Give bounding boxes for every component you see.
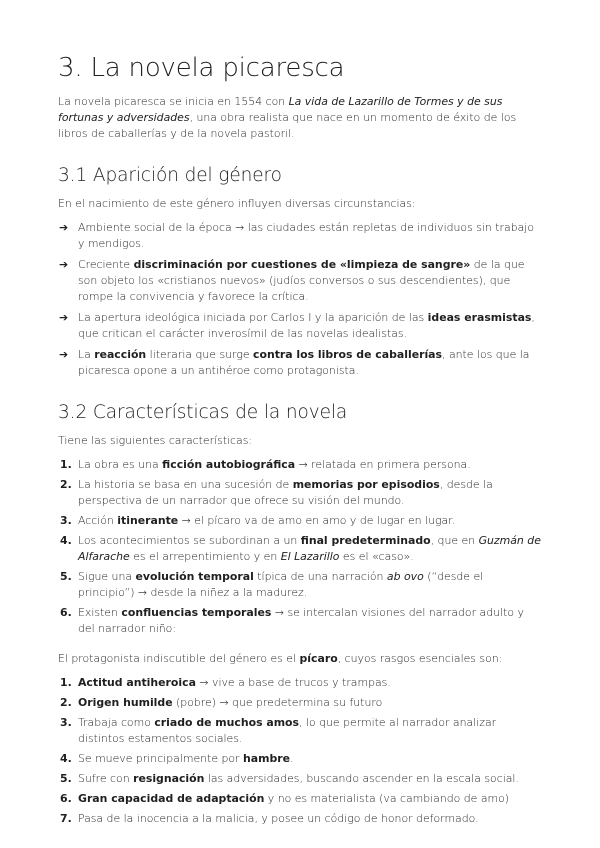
item-number: 6. bbox=[60, 792, 72, 805]
item-number: 2. bbox=[60, 478, 72, 491]
item-work-title: Guzmán de Alfarache bbox=[78, 534, 541, 563]
item-text: Sufre con bbox=[78, 772, 134, 785]
section-heading-caracteristicas: 3.2 Características de la novela bbox=[58, 402, 348, 423]
list-item bbox=[58, 771, 542, 787]
item-number: 1. bbox=[60, 676, 72, 689]
list-item bbox=[58, 220, 542, 252]
item-text: de la que son objeto los «cristianos nuevos» (judíos conversos o sus descendientes), que rompe la convivencia y favorece la crítica. bbox=[78, 258, 525, 303]
picaro-traits-list bbox=[58, 675, 542, 827]
item-text: es el arrepentimiento y en bbox=[129, 550, 281, 563]
item-text: Acción bbox=[78, 514, 118, 527]
lead-text: , cuyos rasgos esenciales son: bbox=[337, 652, 503, 665]
item-text: Pasa de la inocencia a la malicia, y posee un código de honor deformado. bbox=[78, 812, 479, 825]
item-text: , ante los que la picaresca opone a un antihéroe como protagonista. bbox=[78, 348, 530, 377]
item-emphasis: discriminación por cuestiones de «limpieza de sangre» bbox=[133, 258, 471, 271]
circumstances-list bbox=[58, 220, 542, 379]
item-text: Los acontecimientos se subordinan a un bbox=[78, 534, 301, 547]
intro-text: La novela picaresca se inicia en 1554 con bbox=[58, 95, 289, 108]
item-text: y no es materialista (va cambiando de amo) bbox=[264, 792, 510, 805]
item-italic: ab ovo bbox=[386, 570, 424, 583]
item-emphasis: Origen humilde bbox=[78, 696, 173, 709]
item-number: 6. bbox=[60, 606, 72, 619]
item-text: → se intercalan visiones del narrador adulto y del narrador niño: bbox=[78, 606, 524, 635]
list-item bbox=[58, 257, 542, 305]
item-number: 4. bbox=[60, 534, 72, 547]
item-number: 2. bbox=[60, 696, 72, 709]
list-item bbox=[58, 513, 542, 529]
characteristics-list bbox=[58, 457, 542, 637]
item-text: es el «caso». bbox=[339, 550, 414, 563]
item-number: 7. bbox=[60, 812, 72, 825]
item-text: literaria que surge bbox=[146, 348, 254, 361]
arrow-bullet-icon: ➔ bbox=[59, 258, 69, 271]
list-item bbox=[58, 457, 542, 473]
item-text: . bbox=[290, 752, 294, 765]
picaro-lead bbox=[58, 651, 542, 667]
item-text: (pobre) → que predetermina su futuro bbox=[172, 696, 383, 709]
item-emphasis: ficción autobiográfica bbox=[162, 458, 296, 471]
list-item bbox=[58, 695, 542, 711]
item-text: (“desde el principio”) → desde la niñez a la madurez. bbox=[78, 570, 484, 599]
item-text: La historia se basa en una sucesión de bbox=[78, 478, 293, 491]
section-lead: En el nacimiento de este género influyen diversas circunstancias: bbox=[58, 197, 416, 210]
list-item bbox=[58, 791, 542, 807]
item-text: típica de una narración bbox=[253, 570, 387, 583]
item-text: → relatada en primera persona. bbox=[295, 458, 471, 471]
item-text: Ambiente social de la época → las ciudades están repletas de individuos sin trabajo y mendigos. bbox=[78, 221, 534, 250]
arrow-bullet-icon: ➔ bbox=[59, 348, 69, 361]
list-item bbox=[58, 715, 542, 747]
list-item bbox=[58, 675, 542, 691]
item-emphasis: criado de muchos amos bbox=[154, 716, 300, 729]
intro-work-title: La vida de Lazarillo de Tormes y de sus fortunas y adversidades bbox=[58, 95, 503, 124]
item-emphasis: Gran capacidad de adaptación bbox=[78, 792, 265, 805]
item-emphasis: resignación bbox=[133, 772, 205, 785]
item-number: 5. bbox=[60, 570, 72, 583]
list-item bbox=[58, 533, 542, 565]
page-title: 3. La novela picaresca bbox=[58, 53, 345, 83]
item-emphasis: ideas erasmistas bbox=[427, 311, 532, 324]
item-text: La apertura ideológica iniciada por Carlos I y la aparición de las bbox=[78, 311, 428, 324]
list-item bbox=[58, 605, 542, 637]
lead-emphasis: pícaro bbox=[299, 652, 338, 665]
arrow-bullet-icon: ➔ bbox=[59, 221, 69, 234]
list-item bbox=[58, 569, 542, 601]
item-number: 3. bbox=[60, 514, 72, 527]
item-emphasis: evolución temporal bbox=[135, 570, 254, 583]
item-text: Sigue una bbox=[78, 570, 136, 583]
item-emphasis: Actitud antiheroica bbox=[78, 676, 196, 689]
item-text: La bbox=[78, 348, 95, 361]
lead-text: El protagonista indiscutible del género es el bbox=[58, 652, 300, 665]
item-work-title: El Lazarillo bbox=[280, 550, 340, 563]
item-text: Trabaja como bbox=[78, 716, 155, 729]
item-emphasis: confluencias temporales bbox=[121, 606, 272, 619]
item-number: 3. bbox=[60, 716, 72, 729]
item-text: Creciente bbox=[78, 258, 134, 271]
item-text: las adversidades, buscando ascender en la escala social. bbox=[204, 772, 519, 785]
item-text: → el pícaro va de amo en amo y de lugar en lugar. bbox=[178, 514, 456, 527]
item-number: 5. bbox=[60, 772, 72, 785]
list-item bbox=[58, 811, 542, 827]
intro-paragraph bbox=[58, 94, 542, 142]
item-text: Se mueve principalmente por bbox=[78, 752, 243, 765]
arrow-bullet-icon: ➔ bbox=[59, 311, 69, 324]
item-emphasis: contra los libros de caballerías bbox=[253, 348, 443, 361]
item-text: La obra es una bbox=[78, 458, 163, 471]
item-text: → vive a base de trucos y trampas. bbox=[195, 676, 391, 689]
item-emphasis: memorias por episodios bbox=[292, 478, 440, 491]
list-item bbox=[58, 751, 542, 767]
item-emphasis: final predeterminado bbox=[300, 534, 431, 547]
list-item bbox=[58, 347, 542, 379]
list-item bbox=[58, 310, 542, 342]
item-emphasis: itinerante bbox=[117, 514, 179, 527]
section-heading-aparicion: 3.1 Aparición del género bbox=[58, 165, 282, 186]
item-number: 4. bbox=[60, 752, 72, 765]
item-emphasis: hambre bbox=[243, 752, 291, 765]
item-number: 1. bbox=[60, 458, 72, 471]
section-lead: Tiene las siguientes características: bbox=[58, 434, 253, 447]
item-text: , que en bbox=[430, 534, 479, 547]
item-emphasis: reacción bbox=[94, 348, 147, 361]
intro-text: , una obra realista que nace en un momento de éxito de los libros de caballerías y de la novela pastoril. bbox=[58, 111, 517, 140]
list-item bbox=[58, 477, 542, 509]
item-text: , desde la perspectiva de un narrador que ofrece su visión del mundo. bbox=[78, 478, 493, 507]
item-text: , que critican el carácter inverosímil de las novelas idealistas. bbox=[78, 311, 535, 340]
item-text: Existen bbox=[78, 606, 122, 619]
item-text: , lo que permite al narrador analizar distintos estamentos sociales. bbox=[78, 716, 497, 745]
